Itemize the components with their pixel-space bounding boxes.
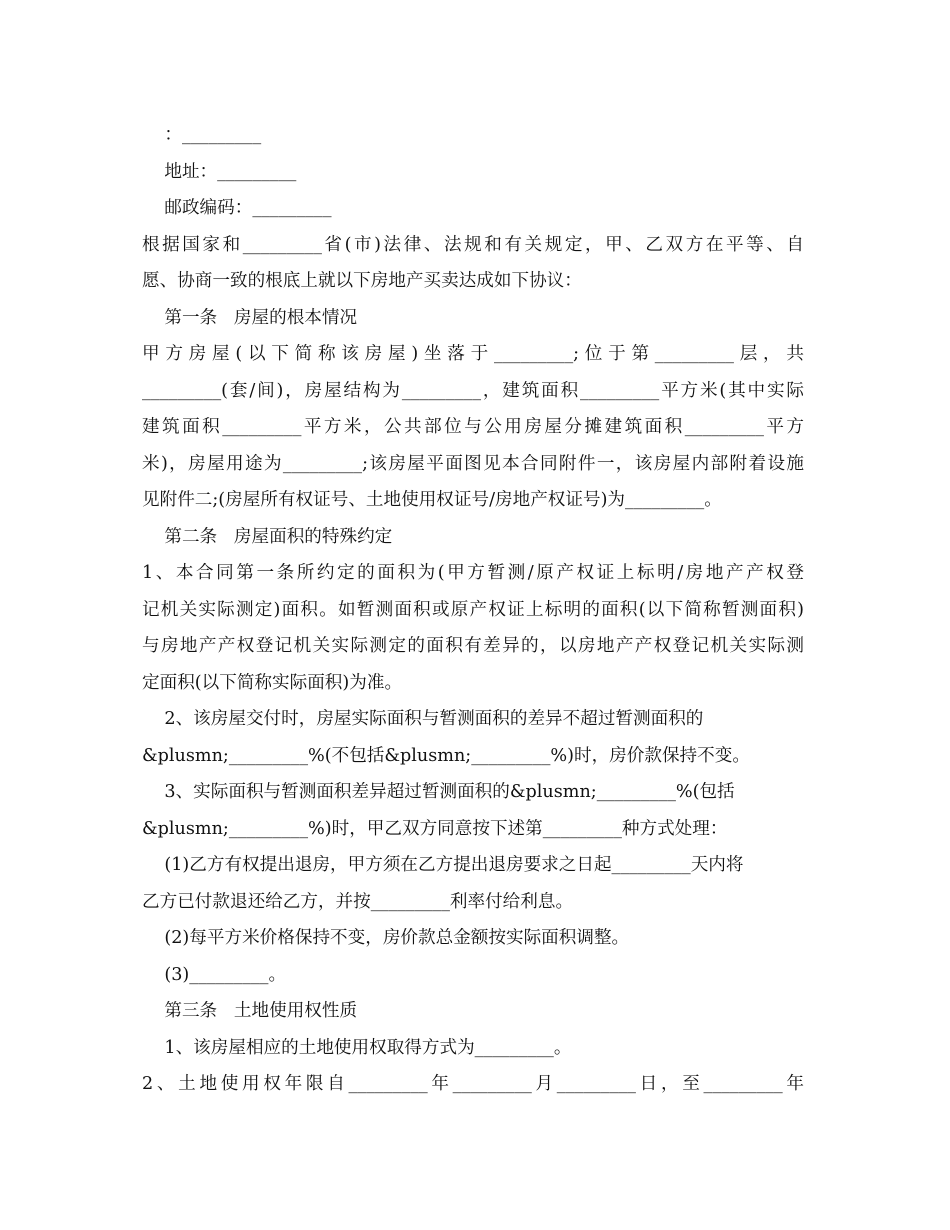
document-body <box>142 117 804 1103</box>
text-line-24: (3)_________。 <box>142 964 287 985</box>
text-line-20: &plusmn;_________%)时，甲乙双方同意按下述第_________种方式处理： <box>142 818 728 839</box>
section-heading-2: 第二条 房屋面积的特殊约定 <box>142 526 393 547</box>
text-line-18: &plusmn;_________%(不包括&plusmn;_________%)时，房价款保持不变。 <box>142 745 750 766</box>
text-line-16: 定面积(以下简称实际面积)为准。 <box>142 672 403 693</box>
text-line-26: 1、该房屋相应的土地使用权取得方式为_________。 <box>142 1037 572 1058</box>
text-line-23: (2)每平方米价格保持不变，房价款总金额按实际面积调整。 <box>142 928 630 948</box>
text-line-1: ：_________ <box>142 125 262 145</box>
text-line-19: 3、实际面积与暂测面积差异超过暂测面积的&plusmn;_________%(包括 <box>142 782 735 802</box>
text-line-11: 见附件二;(房屋所有权证号、土地使用权证号/房地产权证号)为_________。 <box>142 490 722 510</box>
text-line-27: 2、土地使用权年限自_________年_________月_________日，至_________年 <box>142 1074 804 1094</box>
text-line-10: 米)，房屋用途为_________;该房屋平面图见本合同附件一，该房屋内部附着设施 <box>142 453 804 474</box>
text-line-15: 与房地产产权登记机关实际测定的面积有差异的，以房地产产权登记机关实际测 <box>142 636 804 656</box>
section-heading-3: 第三条 土地使用权性质 <box>142 1001 358 1021</box>
text-line-5: 愿、协商一致的根底上就以下房地产买卖达成如下协议： <box>142 271 582 291</box>
text-line-13: 1、本合同第一条所约定的面积为(甲方暂测/原产权证上标明/房地产产权登 <box>142 563 804 583</box>
text-line-9: 建筑面积_________平方米，公共部位与公用房屋分摊建筑面积_________平方 <box>142 417 804 437</box>
text-line-7: 甲方房屋(以下简称该房屋)坐落于_________;位于第_________层，共 <box>142 344 804 364</box>
section-heading-1: 第一条 房屋的根本情况 <box>142 307 358 328</box>
text-line-14: 记机关实际测定)面积。如暂测面积或原产权证上标明的面积(以下简称暂测面积) <box>142 599 804 620</box>
text-line-4: 根据国家和_________省(市)法律、法规和有关规定，甲、乙双方在平等、自 <box>142 234 804 255</box>
text-line-22: 乙方已付款退还给乙方，并按_________利率付给利息。 <box>142 891 574 912</box>
text-line-17: 2、该房屋交付时，房屋实际面积与暂测面积的差异不超过暂测面积的 <box>142 709 704 729</box>
text-line-21: (1)乙方有权提出退房，甲方须在乙方提出退房要求之日起_________天内将 <box>142 855 744 875</box>
text-line-8: _________(套/间)，房屋结构为_________，建筑面积_________平方米(其中实际 <box>142 380 804 401</box>
text-line-3: 邮政编码：_________ <box>142 198 332 218</box>
text-line-2: 地址：_________ <box>142 161 297 182</box>
